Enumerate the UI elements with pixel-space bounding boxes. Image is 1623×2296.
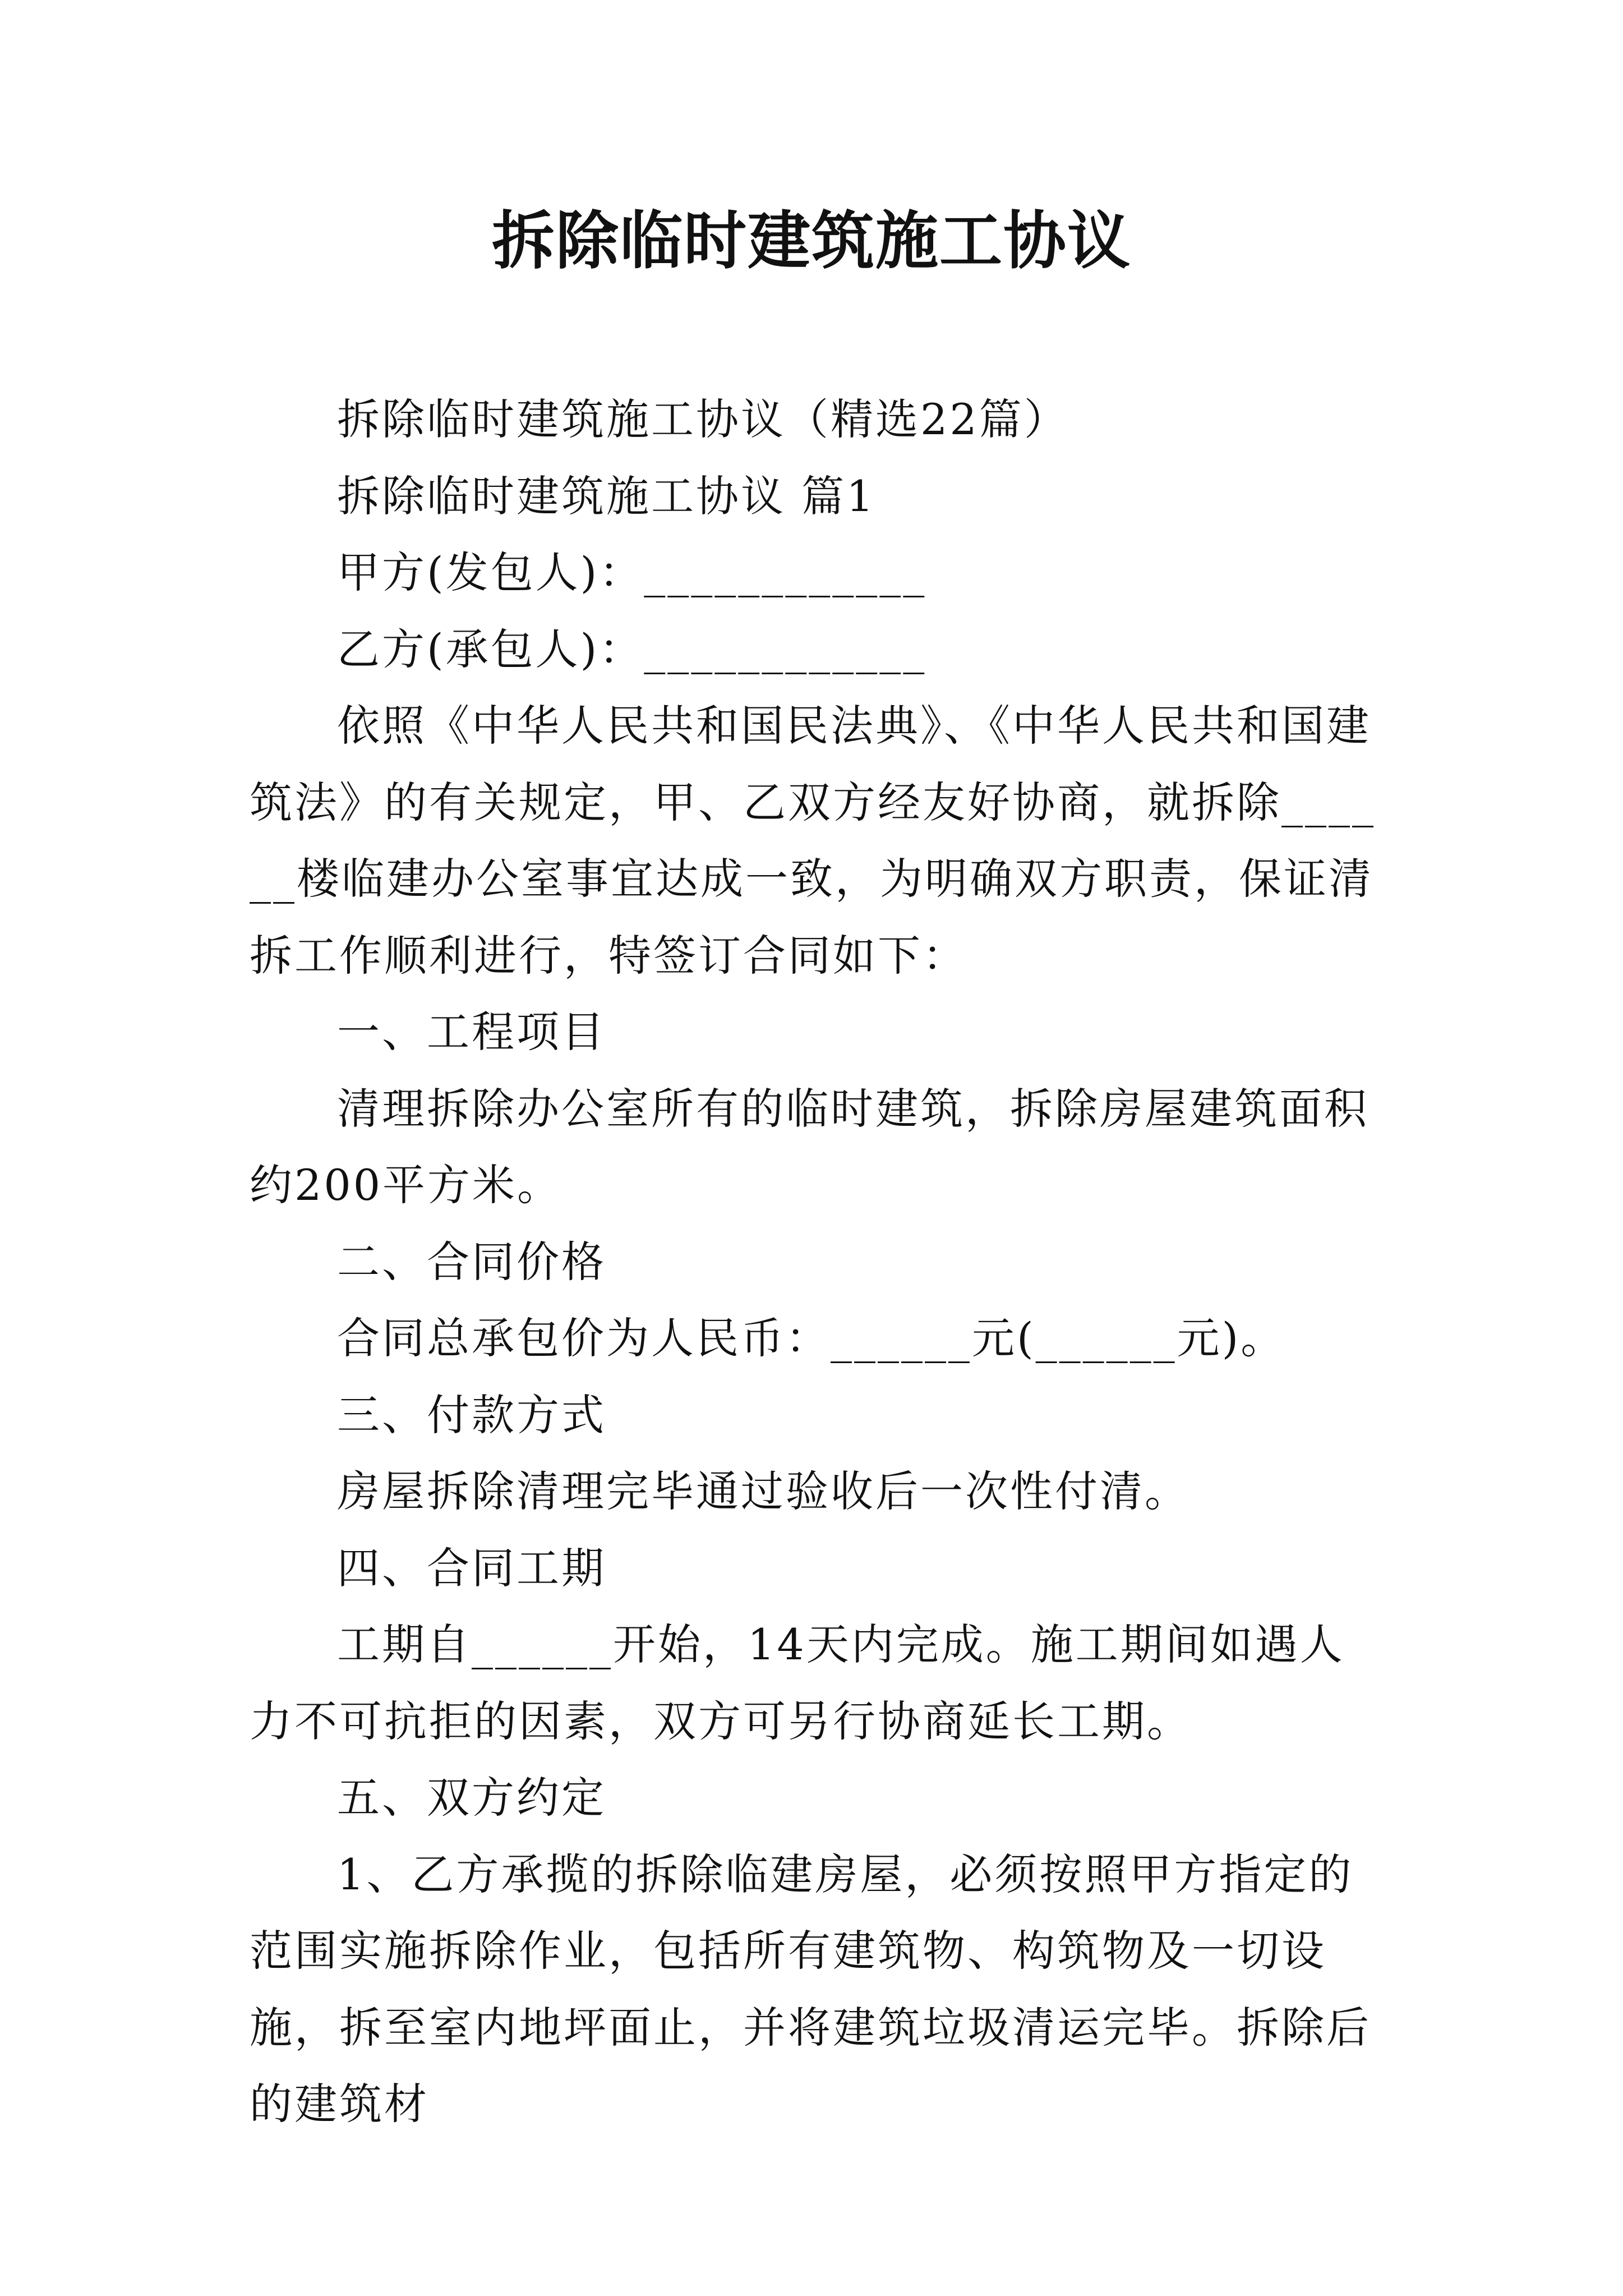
paragraph-price: 合同总承包价为人民币：______元(______元)。	[337, 1313, 1286, 1363]
paragraph-subtitle: 拆除临时建筑施工协议（精选22篇）	[337, 394, 1069, 444]
heading-payment: 三、付款方式	[337, 1389, 606, 1440]
document-title: 拆除临时建筑施工协议	[492, 205, 1131, 278]
heading-project: 一、工程项目	[337, 1007, 606, 1057]
document-body	[250, 381, 1388, 2143]
paragraph-payment: 房屋拆除清理完毕通过验收后一次性付清。	[337, 1466, 1189, 1516]
paragraph-schedule: 工期自______开始，14天内完成。施工期间如遇人力不可抗拒的因素，双方可另行协商延长工期。	[250, 1619, 1345, 1746]
paragraph-preamble: 依照《中华人民共和国民法典》、《中华人民共和国建筑法》的有关规定，甲、乙双方经友好协商，就拆除______楼临建办公室事宜达成一致，为明确双方职责，保证清拆工作顺利进行，特签订合同如下：	[250, 701, 1376, 981]
paragraph-party-b: 乙方(承包人)：____________	[337, 624, 927, 674]
paragraph-section-heading: 拆除临时建筑施工协议 篇1	[337, 471, 876, 521]
heading-schedule: 四、合同工期	[337, 1543, 606, 1593]
paragraph-project: 清理拆除办公室所有的临时建筑，拆除房屋建筑面积约200平方米。	[250, 1083, 1369, 1210]
paragraph-party-a: 甲方(发包人)：____________	[337, 547, 927, 597]
heading-agreement: 五、双方约定	[337, 1773, 606, 1823]
paragraph-agreement-1: 1、乙方承揽的拆除临建房屋，必须按照甲方指定的范围实施拆除作业，包括所有建筑物、构筑物及一切设施，拆至室内地坪面止，并将建筑垃圾清运完毕。拆除后的建筑材	[250, 1849, 1371, 2129]
heading-price: 二、合同价格	[337, 1236, 606, 1287]
